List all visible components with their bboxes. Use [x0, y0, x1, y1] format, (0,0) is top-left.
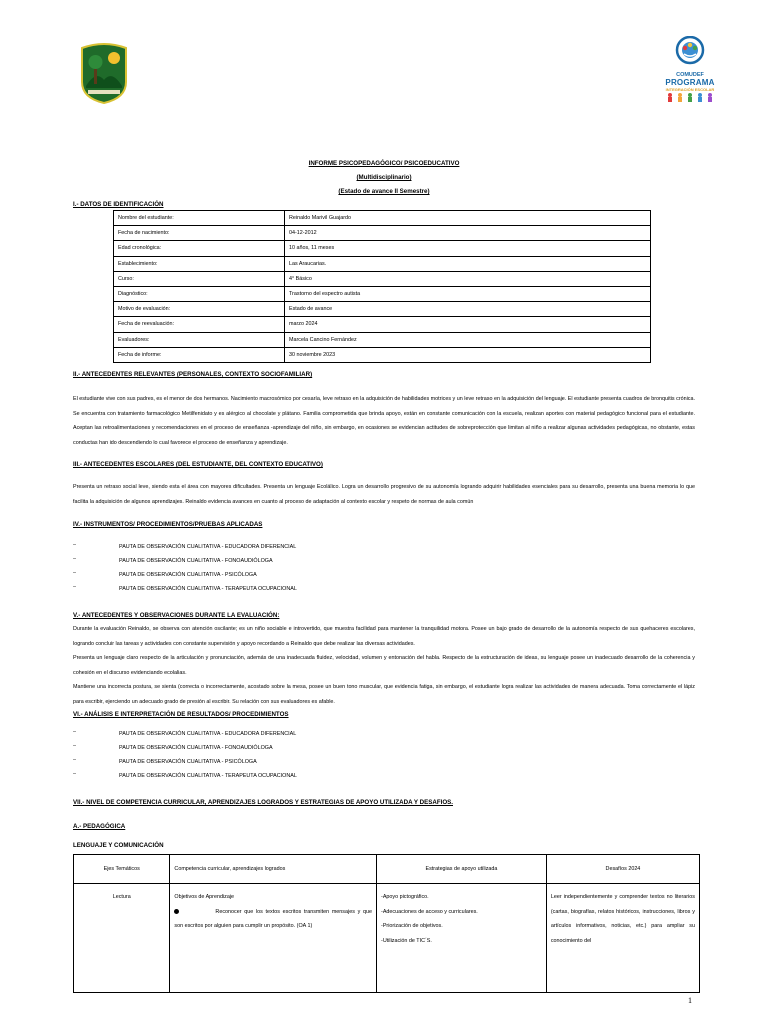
section-5-paragraph-1: Durante la evaluación Reinaldo, se observa con atención oscilante; es un niño sociable e introvertido, que muestra facilidad para mantener la tranquilidad motora. Posee un bajo grado de desarrollo de la autonomía respecto de sus quehaceres escolares, logrando concluir las tareas y actividades con constante supervisión y apoyo recordando a Reinaldo que debe realizar las diversas actividades.	[73, 626, 695, 647]
row-label: Fecha de reevaluación:	[114, 317, 285, 332]
table-row	[114, 347, 651, 362]
section-3-heading: III.- ANTECEDENTES ESCOLARES (DEL ESTUDIANTE, DEL CONTEXTO EDUCATIVO)	[73, 461, 323, 468]
table-row	[114, 271, 651, 286]
row-label: Nombre del estudiante:	[114, 211, 285, 226]
column-header: Ejes Temáticos	[74, 855, 170, 884]
document-page: COMUDEF PROGRAMA INTEGRACIÓN ESCOLAR INFORME PSICOPEDAGÓGICO/ PSICOEDUCATIVO (Multidisciplinario) (Estado de avance II Semestre) I.- DATOS DE IDENTIFICACIÓN Nombre del estudiante: Reinaldo Marivil Guajardo Fecha de nacimiento: 04-12-2012 Edad cronológica: 10 años, 11 meses Establecimiento: Las Araucarias. Curso: 4° Básico Diagnóstico: Trastorno del espectro autista Motivo de evaluación: Estado de avance Fecha de reevaluación: marzo 2024 Evaluadores: Marcela Cancino Fernández Fecha de informe: 30 noviembre 2023 II.- ANTECEDENTES RELEVANTES (PERSONALES, CONTEXTO SOCIOFAMILIAR) El estudiante vive con sus padres, es el menor de dos hermanos. Nacimiento macrosómico por cesaría, leve retraso en la adquisición de habilidades motrices y un leve retraso en la adquisición del lenguaje. El estudiante presenta cuadros de bronquitis crónica. Se encuentra con tratamiento farmacológico Metilfenidato y es alérgico al chocolate y plátano. Familia comprometida que brinda apoyo, están en constante comunicación con la escuela, realizan aportes con material pedagógico funcional para el estudiante. Aceptan las retroalimentaciones y recomendaciones en el proceso de enseñanza -aprendizaje del niño, sin embargo, en ocasiones se evidencian actitudes de sobreprotección que limitan al niño a realizar algunas actividades pedagógicas, no obstante, estas conductas han ido descendiendo lo cual favorece el proceso de enseñanza y aprendizaje. III.- ANTECEDENTES ESCOLARES (DEL ESTUDIANTE, DEL CONTEXTO EDUCATIVO) Presenta un retraso social leve, siendo esta el área con mayores dificultades. Presenta un lenguaje Ecolálico. Logra un desarrollo progresivo de su autonomía logrando adquirir habilidades esenciales para su desarrollo, presenta una buena memoria lo que facilita la adquisición de algunos aprendizajes. Reinaldo evidencia avances en cuanto al proceso de adaptación al contexto escolar y respeto de normas de aula común IV.- INSTRUMENTOS/ PROCEDIMIENTOS/PRUEBAS APLICADAS – PAUTA DE OBSERVACIÓN CUALITATIVA - EDUCADORA DIFERENCIAL – PAUTA DE OBSERVACIÓN CUALITATIVA - FONOAUDIÓLOGA – PAUTA DE OBSERVACIÓN CUALITATIVA - PSICÓLOGA – PAUTA DE OBSERVACIÓN CUALITATIVA - TERAPEUTA OCUPACIONAL V.- ANTECEDENTES Y OBSERVACIONES DURANTE LA EVALUACIÓN: Durante la evaluación Reinaldo, se observa con atención oscilante; es un niño sociable e introvertido, que muestra facilidad para mantener la tranquilidad motora. Posee un bajo grado de desarrollo de la autonomía respecto de sus quehaceres escolares, logrando concluir las tareas y actividades con constante supervisión y apoyo recordando a Reinaldo que debe realizar las diversas actividades. Presenta un lenguaje claro respecto de la articulación y pronunciación, además de una inadecuada fluidez, velocidad, volumen y entonación del habla. Respecto de la estructuración de ideas, su lenguaje posee un inadecuado desarrollo de la coherencia y cohesión en el discurso evidenciando ecolalias. Mantiene una incorrecta postura, se sienta (correcta o incorrectamente, acostado sobre la mesa, posee un buen tono muscular, que evidencia fatiga, sin embargo, el estudiante logra realizar las actividades de manera adecuada. Toma correctamente el lápiz para escribir, ejerciendo un adecuado grado de presión al escribir. Su relación con sus evaluadores es afable. VI.- ANÁLISIS E INTERPRETACIÓN DE RESULTADOS/ PROCEDIMIENTOS – PAUTA DE OBSERVACIÓN CUALITATIVA - EDUCADORA DIFERENCIAL – PAUTA DE OBSERVACIÓN CUALITATIVA - FONOAUDIÓLOGA – PAUTA DE OBSERVACIÓN CUALITATIVA - PSICÓLOGA – PAUTA DE OBSERVACIÓN CUALITATIVA - TERAPEUTA OCUPACIONAL VII.- NIVEL DE COMPETENCIA CURRICULAR, APRENDIZAJES LOGRADOS Y ESTRATEGIAS DE APOYO UTILIZADA Y DESAFIOS. A.- PEDAGÓGICA LENGUAJE Y COMUNICACIÓN Ejes Temáticos Competencia curricular, aprendizajes logrados Estrategias de apoyo utilizada Desafíos 2024 Lectura Objetivos de Aprendizaje Reconocer que los textos escritos transmiten mensajes y que son escritos por alguien para cumplir un propósito. (OA 1) -Apoyo pictográfico. -Adecuaciones de acceso y curriculares. -Priorización de objetivos. -Utilización de TIC´S. Leer independientemente y comprender textos no literarios (cartas, biografías, relatos históricos, instrucciones, libros y artículos informativos, noticias, etc.) para ampliar su conocimiento del 1	[0, 0, 768, 1024]
row-value: Las Araucarias.	[285, 256, 651, 271]
logo-line-3: INTEGRACIÓN ESCOLAR	[665, 87, 715, 92]
table-row	[114, 241, 651, 256]
competencia-title: Objetivos de Aprendizaje	[174, 894, 235, 900]
table-row	[114, 211, 651, 226]
report-title: INFORME PSICOPEDAGÓGICO/ PSICOEDUCATIVO	[308, 160, 460, 167]
row-label: Diagnóstico:	[114, 286, 285, 301]
bullet-icon	[174, 909, 179, 914]
section-5-paragraph-2: Presenta un lenguaje claro respecto de la articulación y pronunciación, además de una inadecuada fluidez, velocidad, volumen y entonación del habla. Respecto de la estructuración de ideas, su lenguaje posee un inadecuado desarrollo de la coherencia y cohesión en el discurso evidenciando ecolalias.	[73, 655, 695, 676]
section-6-heading: VI.- ANÁLISIS E INTERPRETACIÓN DE RESULTADOS/ PROCEDIMIENTOS	[73, 711, 289, 718]
row-label: Establecimiento:	[114, 256, 285, 271]
list-item: -Utilización de TIC´S.	[381, 937, 432, 944]
table-row	[114, 332, 651, 347]
logo-line-1: COMUDEF	[676, 72, 704, 78]
section-1-heading: I.- DATOS DE IDENTIFICACIÓN	[73, 201, 164, 208]
report-period: (Estado de avance II Semestre)	[338, 188, 430, 195]
table-row	[114, 256, 651, 271]
row-value: Trastorno del espectro autista	[285, 286, 651, 301]
row-label: Edad cronológica:	[114, 241, 285, 256]
identification-table	[113, 210, 651, 363]
table-row	[114, 226, 651, 241]
row-value: Reinaldo Marivil Guajardo	[285, 211, 651, 226]
row-label: Fecha de nacimiento:	[114, 226, 285, 241]
estrategias-cell	[377, 884, 547, 993]
comudef-programa-logo-icon	[664, 36, 716, 100]
column-header: Competencia curricular, aprendizajes logrados	[170, 855, 377, 884]
section-2-heading: II.- ANTECEDENTES RELEVANTES (PERSONALES, CONTEXTO SOCIOFAMILIAR)	[73, 371, 313, 378]
logo-line-2: PROGRAMA	[665, 78, 715, 87]
row-label: Curso:	[114, 271, 285, 286]
desafios-cell: Leer independientemente y comprender textos no literarios (cartas, biografías, relatos históricos, instrucciones, libros y artículos informativos, noticias, etc.) para ampliar su conocimiento del	[546, 884, 699, 993]
competencia-item: Reconocer que los textos escritos transmiten mensajes y que son escritos por alguien para cumplir un propósito. (OA 1)	[174, 908, 373, 929]
row-value: marzo 2024	[285, 317, 651, 332]
row-value: 04-12-2012	[285, 226, 651, 241]
row-value: 10 años, 11 meses	[285, 241, 651, 256]
row-label: Fecha de informe:	[114, 347, 285, 362]
subsection-a-heading: A.- PEDAGÓGICA	[73, 823, 126, 830]
row-value: Marcela Cancino Fernández	[285, 332, 651, 347]
section-5-heading: V.- ANTECEDENTES Y OBSERVACIONES DURANTE LA EVALUACIÓN:	[73, 612, 280, 619]
row-label: Evaluadores:	[114, 332, 285, 347]
row-value: Estado de avance	[285, 302, 651, 317]
table-row	[114, 302, 651, 317]
column-header: Estrategias de apoyo utilizada	[377, 855, 547, 884]
table-row	[74, 884, 700, 993]
section-4-heading: IV.- INSTRUMENTOS/ PROCEDIMIENTOS/PRUEBAS APLICADAS	[73, 521, 263, 528]
eje-cell: Lectura	[74, 884, 170, 993]
row-value: 4° Básico	[285, 271, 651, 286]
curriculum-table	[73, 854, 700, 993]
list-item: -Adecuaciones de acceso y curriculares.	[381, 908, 478, 915]
table-header-row	[74, 855, 700, 884]
report-subtitle: (Multidisciplinario)	[356, 174, 412, 181]
table-row	[114, 286, 651, 301]
column-header: Desafíos 2024	[546, 855, 699, 884]
list-item: -Apoyo pictográfico.	[381, 894, 429, 900]
table-row	[114, 317, 651, 332]
page-number: 1	[688, 996, 692, 1005]
competencia-cell	[170, 884, 377, 993]
subject-heading: LENGUAJE Y COMUNICACIÓN	[73, 842, 164, 849]
row-value: 30 noviembre 2023	[285, 347, 651, 362]
section-2-text: El estudiante vive con sus padres, es el menor de dos hermanos. Nacimiento macrosómico por cesaría, leve retraso en la adquisición de habilidades motrices y un leve retraso en la adquisición del lenguaje. El estudiante presenta cuadros de bronquitis crónica. Se encuentra con tratamiento farmacológico Metilfenidato y es alérgico al chocolate y plátano. Familia comprometida que brinda apoyo, están en constante comunicación con la escuela, realizan aportes con material pedagógico funcional para el estudiante. Aceptan las retroalimentaciones y recomendaciones en el proceso de enseñanza -aprendizaje del niño, sin embargo, en ocasiones se evidencian actitudes de sobreprotección que limitan al niño a realizar algunas actividades pedagógicas, no obstante, estas conductas han ido descendiendo lo cual favorece el proceso de enseñanza y aprendizaje.	[73, 396, 695, 446]
section-7-heading: VII.- NIVEL DE COMPETENCIA CURRICULAR, APRENDIZAJES LOGRADOS Y ESTRATEGIAS DE APOYO UTILIZADA Y DESAFIOS.	[73, 799, 453, 806]
section-3-text: Presenta un retraso social leve, siendo esta el área con mayores dificultades. Presenta un lenguaje Ecolálico. Logra un desarrollo progresivo de su autonomía logrando adquirir habilidades esenciales para su desarrollo, presenta una buena memoria lo que facilita la adquisición de algunos aprendizajes. Reinaldo evidencia avances en cuanto al proceso de adaptación al contexto escolar y respeto de normas de aula común	[73, 484, 695, 505]
school-crest-icon	[80, 42, 128, 104]
row-label: Motivo de evaluación:	[114, 302, 285, 317]
section-5-paragraph-3: Mantiene una incorrecta postura, se sienta (correcta o incorrectamente, acostado sobre la mesa, posee un buen tono muscular, que evidencia fatiga, sin embargo, el estudiante logra realizar las actividades de manera adecuada. Toma correctamente el lápiz para escribir, ejerciendo un adecuado grado de presión al escribir. Su relación con sus evaluadores es afable.	[73, 684, 695, 705]
list-item: -Priorización de objetivos.	[381, 923, 443, 929]
